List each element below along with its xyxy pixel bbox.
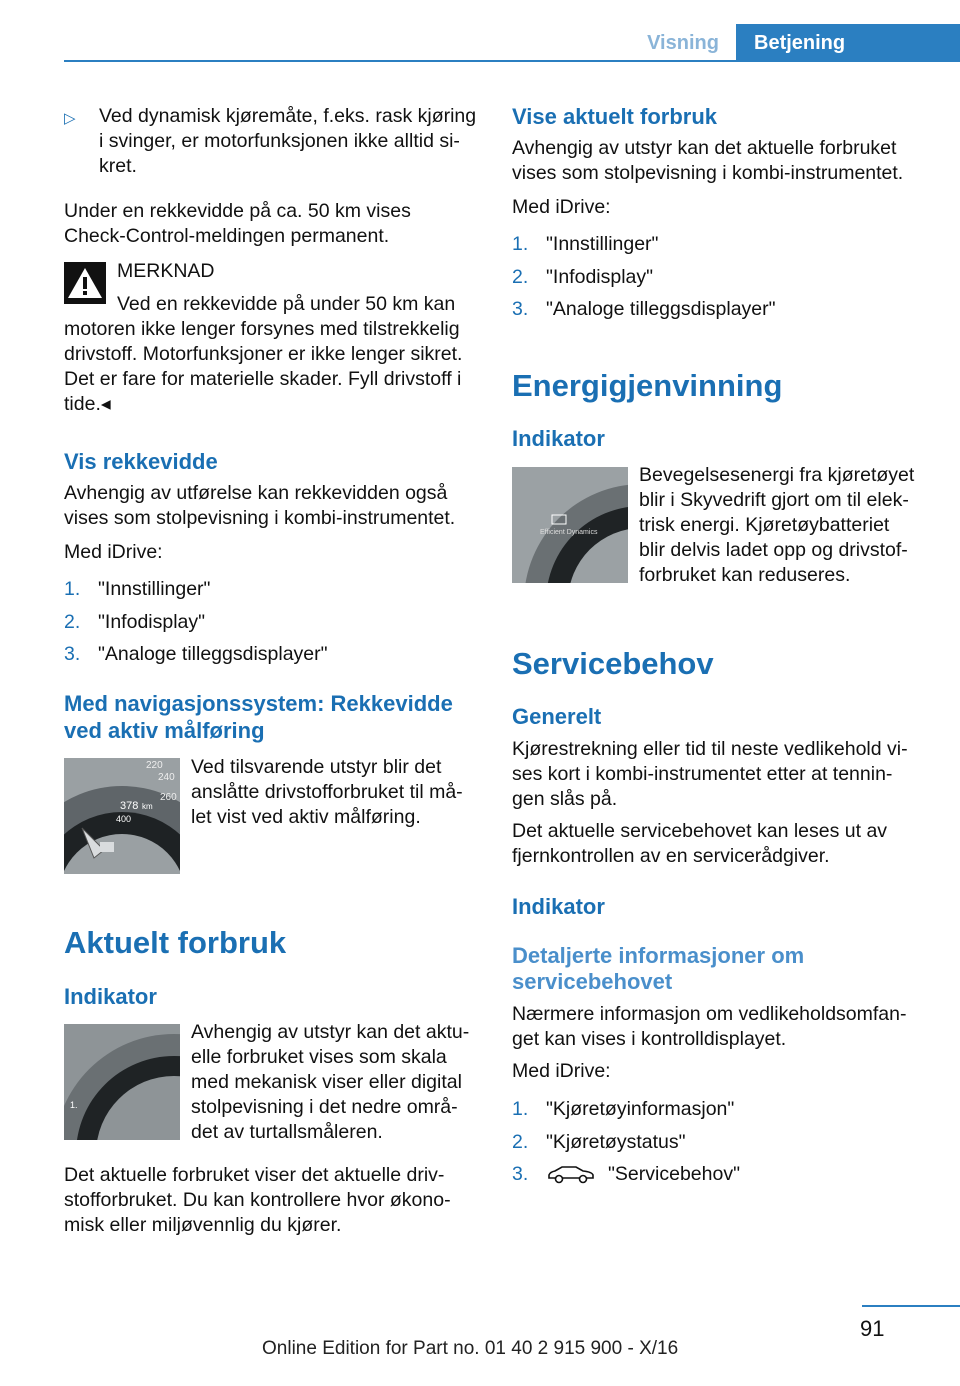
paragraph-detaljerte	[512, 1002, 932, 1052]
gauge-efficient-dynamics-label: Efficient Dynamics	[540, 529, 598, 536]
text-line: Ved en rekkevidde på under 50 km kan	[117, 293, 456, 315]
text-line: stofforbruket. Du kan kontrollere hvor økono-	[64, 1189, 451, 1211]
bullet-marker: ▷	[64, 110, 76, 127]
text-line: ses kort i kombi-instrumentet etter at tennin-	[512, 763, 893, 785]
paragraph-aktuelt	[64, 1163, 484, 1238]
heading-detaljerte	[512, 943, 804, 995]
text-line: servicebehovet	[512, 969, 673, 994]
text-line: elle forbruket vises som skala	[191, 1046, 447, 1068]
text-line: i svinger, er motorfunksjonen ikke alltid si-	[99, 130, 460, 152]
text-line: motoren ikke lenger forsynes med tilstrekkelig	[64, 318, 460, 340]
text-line: anslåtte drivstofforbruket til må-	[191, 781, 463, 803]
list-item	[512, 1097, 912, 1130]
med-idrive-label: Med iDrive:	[64, 541, 163, 563]
text-line: vises som stolpevisning i kombi-instrumentet.	[64, 507, 456, 529]
list-item	[64, 610, 464, 643]
list-text: "Kjøretøyinformasjon"	[546, 1098, 735, 1120]
text-line: ved aktiv målføring	[64, 718, 265, 743]
text-line: Kjørestrekning eller tid til neste vedlikehold vi-	[512, 738, 908, 760]
text-line: Ved dynamisk kjøremåte, f.eks. rask kjøring	[99, 105, 477, 127]
text-line: fjernkontrollen av en servicerådgiver.	[512, 845, 830, 867]
gauge-range-unit: km	[142, 802, 153, 811]
list-number: 2.	[64, 610, 81, 633]
car-service-icon	[546, 1164, 596, 1186]
heading-vis-rekkevidde: Vis rekkevidde	[64, 449, 218, 474]
list-text: "Innstillinger"	[546, 233, 659, 255]
gauge-graphic	[512, 467, 628, 583]
paragraph-indikator	[191, 1020, 481, 1145]
med-idrive-label: Med iDrive:	[512, 196, 611, 218]
text-line: get kan vises i kontrolldisplayet.	[512, 1028, 787, 1050]
list-number: 3.	[64, 643, 81, 665]
paragraph-energi	[639, 463, 929, 588]
heading-indikator: Indikator	[64, 984, 157, 1009]
list-text: "Innstillinger"	[98, 578, 211, 600]
heading-navigasjon	[64, 690, 453, 744]
bullet-text	[99, 104, 499, 179]
text-line: Check-Control-meldingen permanent.	[64, 225, 390, 247]
energy-recovery-gauge-image	[512, 467, 628, 583]
paragraph-range-warning	[64, 199, 411, 249]
list-text: "Analoge tilleggsdisplayer"	[98, 643, 328, 665]
text-line: Avhengig av utførelse kan rekkevidden også	[64, 482, 448, 504]
heading-energigjenvinning: Energigjenvinning	[512, 368, 783, 403]
text-line: Avhengig av utstyr kan det aktuelle forbruket	[512, 137, 897, 159]
list-item	[512, 1130, 912, 1163]
note-text	[64, 292, 494, 417]
text-line: kret.	[99, 155, 137, 177]
list-item	[512, 1162, 912, 1195]
text-line: Det er fare for materielle skader. Fyll drivstoff i	[64, 368, 462, 390]
text-line: det av turtallsmåleren.	[191, 1121, 383, 1143]
text-line: drivstoff. Motorfunksjoner er ikke lenger sikret.	[64, 343, 463, 365]
footer-edition: Online Edition for Part no. 01 40 2 915 900 - X/16	[262, 1338, 679, 1359]
list-text: "Analoge tilleggsdisplayer"	[546, 298, 776, 320]
list-text: "Servicebehov"	[608, 1163, 740, 1185]
heading-aktuelt-forbruk: Aktuelt forbruk	[64, 925, 287, 960]
text-line: Nærmere informasjon om vedlikeholdsomfan-	[512, 1003, 907, 1025]
gauge-tick-label: 260	[160, 792, 177, 803]
text-line: Med navigasjonssystem: Rekkevidde	[64, 691, 453, 716]
text-line: trisk energi. Kjøretøybatteriet	[639, 514, 890, 536]
list-text: "Infodisplay"	[98, 610, 206, 633]
heading-generelt: Generelt	[512, 704, 602, 729]
idrive-steps-list-2	[512, 1097, 912, 1195]
text-line: Avhengig av utstyr kan det aktu-	[191, 1021, 470, 1043]
text-line: Det aktuelle servicebehovet kan leses ut av	[512, 820, 888, 842]
text-line: Under en rekkevidde på ca. 50 km vises	[64, 200, 411, 222]
list-text: "Kjøretøystatus"	[546, 1130, 686, 1153]
paragraph-navigasjon	[191, 755, 481, 830]
list-number: 1.	[512, 1098, 529, 1120]
gauge-range-value: 378	[120, 800, 139, 812]
tab-betjening[interactable]: Betjening	[736, 24, 960, 62]
gauge-tick-label: 220	[146, 760, 163, 771]
list-text: "Infodisplay"	[546, 265, 654, 288]
tab-visning[interactable]: Visning	[647, 32, 719, 54]
text-line: blir delvis ladet opp og drivstof-	[639, 539, 908, 561]
text-line: med mekanisk viser eller digital	[191, 1071, 462, 1093]
text-line: blir i Skyvedrift gjort om til elek-	[639, 489, 909, 511]
paragraph-generelt-2	[512, 819, 932, 869]
text-line: vises som stolpevisning i kombi-instrumentet.	[512, 162, 904, 184]
note-title: MERKNAD	[117, 260, 215, 282]
paragraph-vis-rekkevidde	[64, 481, 455, 531]
heading-indikator: Indikator	[512, 426, 605, 451]
list-number: 1.	[512, 233, 529, 255]
text-line: Det aktuelle forbruket viser det aktuelle driv-	[64, 1164, 445, 1186]
heading-vise-aktuelt: Vise aktuelt forbruk	[512, 104, 717, 129]
text-line: let vist ved aktiv målføring.	[191, 806, 421, 828]
list-item	[64, 577, 464, 610]
text-line: stolpevisning i det nedre områ-	[191, 1096, 458, 1118]
heading-indikator-2: Indikator	[512, 894, 605, 919]
page-number: 91	[860, 1316, 885, 1341]
heading-servicebehov: Servicebehov	[512, 646, 714, 681]
gauge-graphic	[64, 1024, 180, 1140]
consumption-gauge-image	[64, 1024, 180, 1140]
range-gauge-image	[64, 758, 180, 874]
text-line: gen slås på.	[512, 788, 618, 810]
idrive-steps-list	[512, 232, 912, 330]
gauge-tick-label: 400	[116, 814, 132, 824]
list-item	[512, 265, 912, 298]
text-line: Ved tilsvarende utstyr blir det	[191, 756, 442, 778]
list-item	[512, 297, 912, 330]
text-line: forbruket kan reduseres.	[639, 564, 851, 586]
list-item	[512, 232, 912, 265]
list-number: 2.	[512, 265, 529, 288]
header-rule	[64, 60, 960, 62]
idrive-steps-list	[64, 577, 464, 675]
text-line: Bevegelsesenergi fra kjøretøyet	[639, 464, 915, 486]
gauge-tick-label: 1.	[70, 1100, 78, 1110]
gauge-tick-label: 240	[158, 772, 175, 783]
paragraph-vise	[512, 136, 903, 186]
text-line: misk eller miljøvennlig du kjører.	[64, 1214, 342, 1236]
footer-rule	[862, 1305, 960, 1307]
list-number: 1.	[64, 578, 81, 600]
list-number: 3.	[512, 1163, 529, 1185]
list-item	[64, 642, 464, 675]
list-number: 2.	[512, 1130, 529, 1153]
list-number: 3.	[512, 298, 529, 320]
text-line: Detaljerte informasjoner om	[512, 943, 805, 968]
text-line: tide.◂	[64, 393, 111, 415]
med-idrive-label: Med iDrive:	[512, 1060, 611, 1082]
paragraph-generelt	[512, 737, 932, 812]
